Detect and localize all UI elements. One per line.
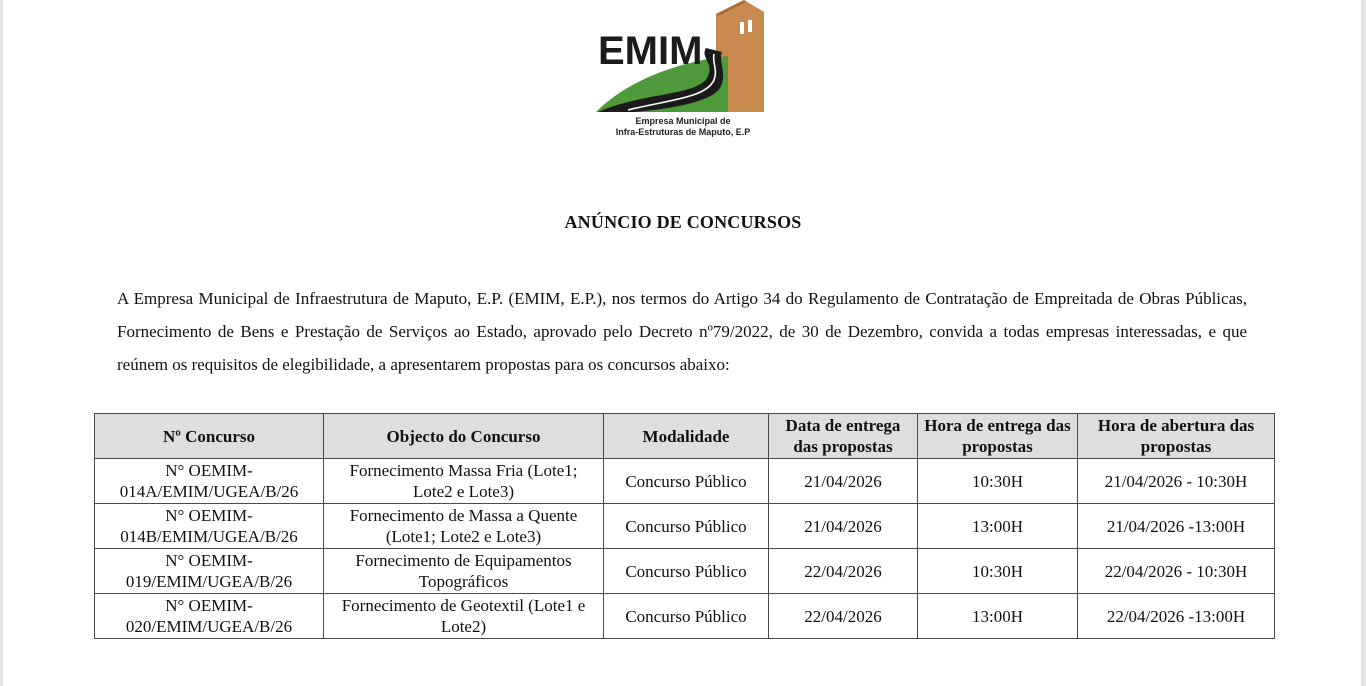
emim-logo-graphic (588, 0, 770, 120)
cell-hora-entrega: 13:00H (918, 594, 1078, 639)
cell-hora-abertura: 21/04/2026 -13:00H (1078, 504, 1275, 549)
cell-hora-abertura: 22/04/2026 -13:00H (1078, 594, 1275, 639)
cell-objecto: Fornecimento de Equipamentos Topográficos (324, 549, 604, 594)
logo-wordmark: EMIM (598, 29, 703, 73)
table-row (95, 594, 1275, 639)
cell-data-entrega: 21/04/2026 (769, 504, 918, 549)
cell-hora-entrega: 10:30H (918, 459, 1078, 504)
cell-numero: N° OEMIM-014A/EMIM/UGEA/B/26 (95, 459, 324, 504)
logo-caption-line2: Infra-Estruturas de Maputo, E.P (615, 127, 751, 137)
cell-data-entrega: 21/04/2026 (769, 459, 918, 504)
cell-hora-entrega: 13:00H (918, 504, 1078, 549)
header-data-entrega: Data de entrega das propostas (769, 414, 918, 459)
cell-modalidade: Concurso Público (604, 459, 769, 504)
tenders-table (94, 413, 1275, 639)
header-hora-entrega: Hora de entrega das propostas (918, 414, 1078, 459)
cell-data-entrega: 22/04/2026 (769, 594, 918, 639)
cell-hora-abertura: 22/04/2026 - 10:30H (1078, 549, 1275, 594)
cell-modalidade: Concurso Público (604, 504, 769, 549)
page-right-edge (1361, 0, 1366, 686)
cell-objecto: Fornecimento de Massa a Quente (Lote1; Lote2 e Lote3) (324, 504, 604, 549)
table-row (95, 459, 1275, 504)
announcement-title: ANÚNCIO DE CONCURSOS (564, 212, 802, 232)
cell-objecto: Fornecimento de Geotextil (Lote1 e Lote2) (324, 594, 604, 639)
logo-caption-line1: Empresa Municipal de (635, 116, 731, 126)
table-row (95, 549, 1275, 594)
header-hora-abertura: Hora de abertura das propostas (1078, 414, 1275, 459)
cell-hora-abertura: 21/04/2026 - 10:30H (1078, 459, 1275, 504)
cell-modalidade: Concurso Público (604, 549, 769, 594)
header-objecto: Objecto do Concurso (324, 414, 604, 459)
table-row (95, 504, 1275, 549)
page-left-edge (0, 0, 3, 686)
logo-caption (598, 116, 768, 138)
cell-numero: N° OEMIM-019/EMIM/UGEA/B/26 (95, 549, 324, 594)
cell-numero: N° OEMIM-020/EMIM/UGEA/B/26 (95, 594, 324, 639)
announcement-intro: A Empresa Municipal de Infraestrutura de Maputo, E.P. (EMIM, E.P.), nos termos do Artigo 34 do Regulamento de Contratação de Empreitada de Obras Públicas, Fornecimento de Bens e Prestação de Serviços ao Estado, aprovado pelo Decreto nº79/2022, de 30 de Dezembro, convida a todas empresas interessadas, e que reúnem os requisitos de elegibilidade, a apresentarem propostas para os concursos abaixo: (117, 289, 1247, 374)
cell-hora-entrega: 10:30H (918, 549, 1078, 594)
header-numero: Nº Concurso (95, 414, 324, 459)
cell-data-entrega: 22/04/2026 (769, 549, 918, 594)
table-header-row (95, 414, 1275, 459)
cell-numero: N° OEMIM-014B/EMIM/UGEA/B/26 (95, 504, 324, 549)
header-modalidade: Modalidade (604, 414, 769, 459)
cell-modalidade: Concurso Público (604, 594, 769, 639)
cell-objecto: Fornecimento Massa Fria (Lote1; Lote2 e Lote3) (324, 459, 604, 504)
